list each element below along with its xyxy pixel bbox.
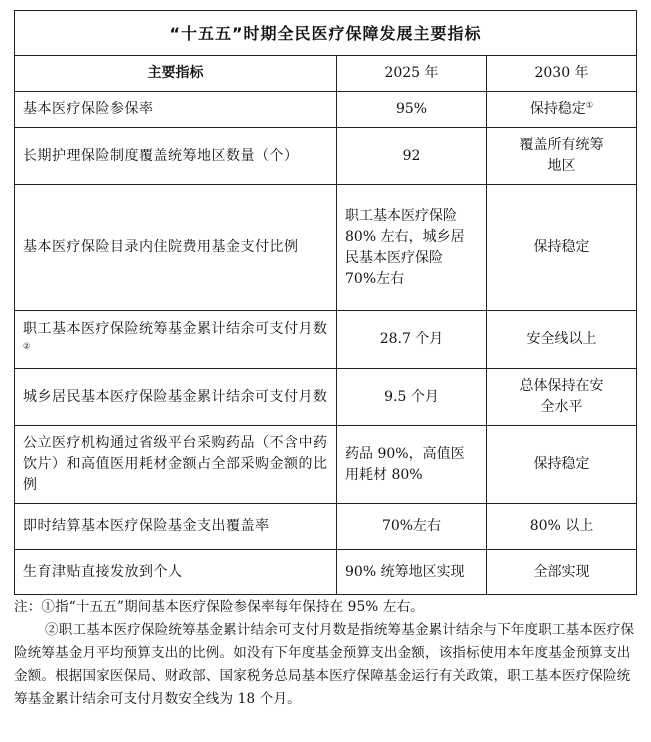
value-2025-cell: 95% xyxy=(337,92,487,128)
value-2030-cell: 全部实现 xyxy=(487,550,637,595)
value-2030-cell xyxy=(487,92,637,128)
indicators-table xyxy=(14,10,637,595)
value-2030-cell: 覆盖所有统筹地区 xyxy=(487,128,637,185)
footnote-1: 注：①指“十五五”期间基本医疗保险参保率每年保持在 95% 左右。 xyxy=(14,599,424,615)
footnote-mark-1: ① xyxy=(585,100,594,110)
table-row xyxy=(15,92,637,128)
value-2030-text: 保持稳定 xyxy=(529,101,586,117)
header-2025: 2025 年 xyxy=(337,56,487,92)
indicator-text: 职工基本医疗保险统筹基金累计结余可支付月数 xyxy=(23,320,328,337)
table-row xyxy=(15,504,637,550)
footnotes xyxy=(14,596,640,711)
table-row xyxy=(15,128,637,185)
footnote-mark-2: ② xyxy=(23,340,31,350)
indicator-cell: 生育津贴直接发放到个人 xyxy=(15,550,337,595)
table-row xyxy=(15,369,637,426)
footnote-2: ②职工基本医疗保险统筹基金累计结余可支付月数是指统筹基金累计结余与下年度职工基本医疗保险统筹基金月平均预算支出的比例。如没有下年度基金预算支出金额，该指标使用本年度基金预算支出金额。根据国家医保局、财政部、国家税务总局基本医疗保障基金运行有关政策，职工基本医疗保险统筹基金累计结余可支付月数安全线为 18 个月。 xyxy=(14,622,635,707)
value-2025-cell: 9.5 个月 xyxy=(337,369,487,426)
indicator-cell xyxy=(15,311,337,369)
value-2030-cell: 80% 以上 xyxy=(487,504,637,550)
value-2025-cell: 90% 统筹地区实现 xyxy=(337,550,487,595)
value-2025-cell: 职工基本医疗保险 80% 左右，城乡居民基本医疗保险 70%左右 xyxy=(337,185,487,311)
value-2030-cell: 总体保持在安全水平 xyxy=(487,369,637,426)
value-2025-cell: 92 xyxy=(337,128,487,185)
header-2030: 2030 年 xyxy=(487,56,637,92)
title-row xyxy=(15,11,637,56)
value-2030-cell: 安全线以上 xyxy=(487,311,637,369)
table-row xyxy=(15,311,637,369)
value-2025-cell: 28.7 个月 xyxy=(337,311,487,369)
value-2025-cell: 70%左右 xyxy=(337,504,487,550)
table-row xyxy=(15,185,637,311)
indicator-cell: 基本医疗保险目录内住院费用基金支付比例 xyxy=(15,185,337,311)
table-title: “十五五”时期全民医疗保障发展主要指标 xyxy=(15,11,637,56)
header-indicator: 主要指标 xyxy=(15,56,337,92)
header-row xyxy=(15,56,637,92)
indicator-cell: 城乡居民基本医疗保险基金累计结余可支付月数 xyxy=(15,369,337,426)
value-2030-cell: 保持稳定 xyxy=(487,426,637,504)
table-row xyxy=(15,550,637,595)
value-2030-cell: 保持稳定 xyxy=(487,185,637,311)
table-row xyxy=(15,426,637,504)
value-2025-cell: 药品 90%，高值医用耗材 80% xyxy=(337,426,487,504)
indicator-cell: 长期护理保险制度覆盖统筹地区数量（个） xyxy=(15,128,337,185)
indicator-cell: 公立医疗机构通过省级平台采购药品（不含中药饮片）和高值医用耗材金额占全部采购金额的比例 xyxy=(15,426,337,504)
indicator-cell: 基本医疗保险参保率 xyxy=(15,92,337,128)
indicator-cell: 即时结算基本医疗保险基金支出覆盖率 xyxy=(15,504,337,550)
